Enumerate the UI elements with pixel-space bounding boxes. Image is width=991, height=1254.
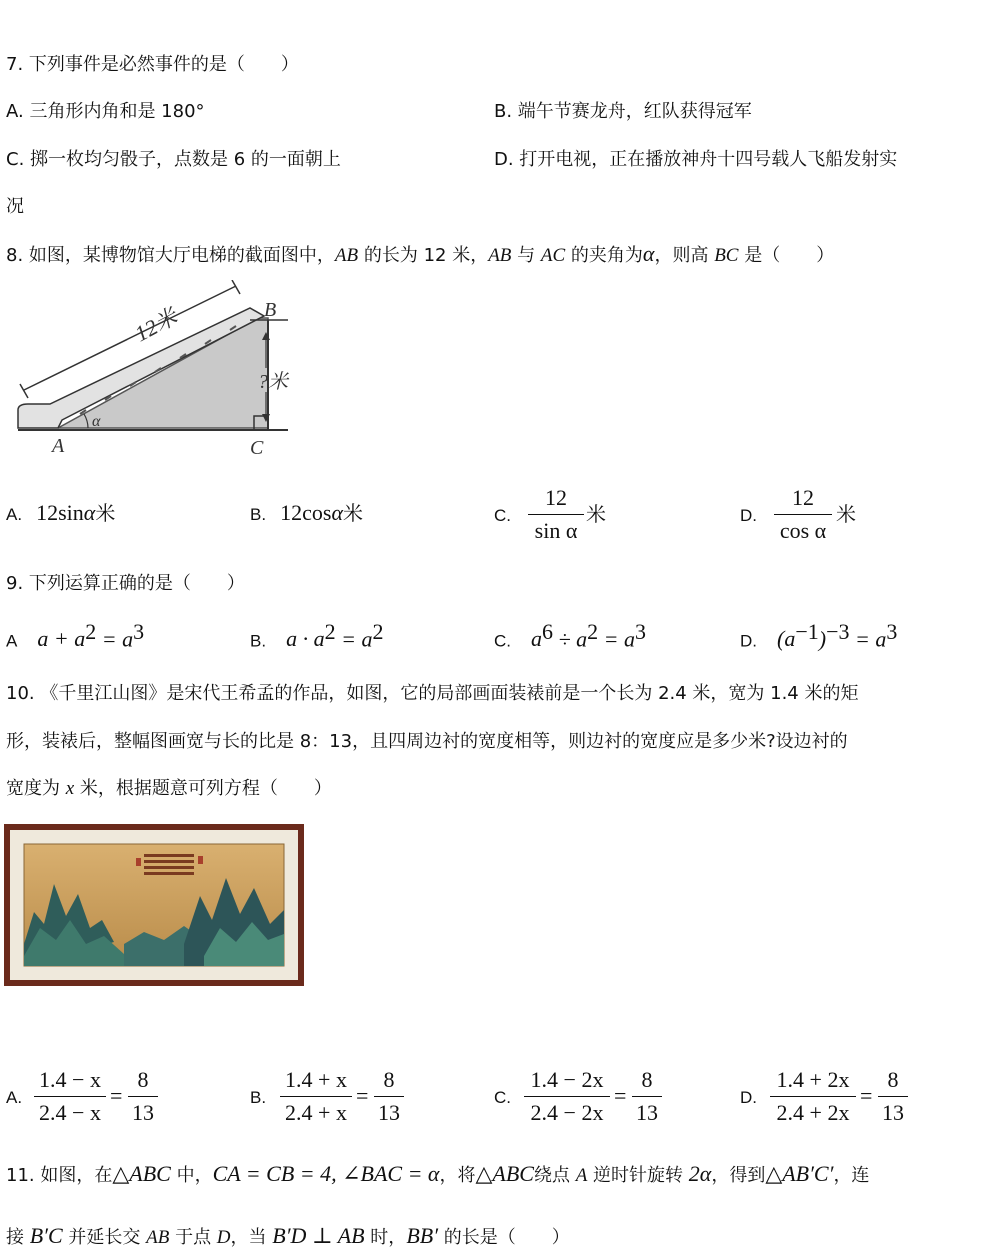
- q9-option-c: C. $a^6 \div a^2 = a^3$: [494, 619, 646, 652]
- q10-stem-line1: 10. 《千里江山图》是宋代王希孟的作品，如图，它的局部画面装裱前是一个长为 2.4 米，宽为 1.4 米的矩: [6, 683, 859, 704]
- painting-figure: [4, 824, 304, 986]
- q11-stem-line2: 接 B′C 并延长交 AB 于点 D，当 B′D ⊥ AB 时，BB′ 的长是（ ）: [6, 1223, 570, 1248]
- q10-stem-line3: 宽度为 x 米，根据题意可列方程（ ）: [6, 778, 332, 799]
- q10-stem-line2: 形，装裱后，整幅图画宽与长的比是 8：13，且四周边衬的宽度相等，则边衬的宽度应是多少米?设边衬的: [6, 731, 848, 752]
- q10-option-d-left: 1.4 + 2x 2.4 + 2x: [770, 1066, 856, 1127]
- point-a-label: A: [52, 435, 65, 457]
- q8-option-c-unit: 米: [586, 502, 606, 526]
- point-b-label: B: [264, 299, 277, 321]
- q10-option-a-left: 1.4 − x 2.4 − x: [34, 1066, 106, 1127]
- q8-option-a: A. 12sinα米: [6, 500, 116, 525]
- q11-stem-line1: 11. 如图，在△ABC 中，CA = CB = 4, ∠BAC = α，将△ABC绕点 A 逆时针旋转 2α，得到△AB′C′，连: [6, 1161, 870, 1186]
- point-c-label: C: [250, 437, 264, 459]
- q9-option-a: A $a + a^2 = a^3$: [6, 619, 145, 652]
- q8-option-d-fraction: 12 cos α: [774, 484, 832, 545]
- q10-option-c-eq: =: [614, 1083, 627, 1108]
- q10-option-b-label: B.: [250, 1088, 267, 1107]
- q10-option-b-left: 1.4 + x 2.4 + x: [280, 1066, 352, 1127]
- q7-option-d-cont: 况: [6, 196, 24, 217]
- q7-stem: 7. 下列事件是必然事件的是（ ）: [6, 54, 299, 75]
- q9-option-b: B. $a \cdot a^2 = a^2$: [250, 619, 384, 652]
- q7-option-d: D. 打开电视，正在播放神舟十四号载人飞船发射实: [494, 149, 898, 170]
- q10-option-d-label: D.: [740, 1088, 757, 1107]
- q7-option-a: A. 三角形内角和是 180°: [6, 101, 205, 122]
- q7-option-c: C. 掷一枚均匀骰子，点数是 6 的一面朝上: [6, 149, 341, 170]
- q8-option-c-fraction: 12 sin α: [528, 484, 584, 545]
- q7-option-b: B. 端午节赛龙舟，红队获得冠军: [494, 101, 752, 122]
- q8-stem: 8. 如图，某博物馆大厅电梯的截面图中，AB 的长为 12 米，AB 与 AC 的夹角为α，则高 BC 是（ ）: [6, 241, 835, 266]
- q8-option-d-unit: 米: [836, 502, 856, 526]
- q8-option-b: B. 12cosα米: [250, 500, 363, 525]
- escalator-diagram: [10, 280, 300, 465]
- q10-option-d-eq: =: [860, 1083, 873, 1108]
- q10-option-c-label: C.: [494, 1088, 511, 1107]
- q9-stem: 9. 下列运算正确的是（ ）: [6, 573, 245, 594]
- q10-option-a-right: 8 13: [128, 1066, 158, 1127]
- q10-option-b-eq: =: [356, 1083, 369, 1108]
- q8-option-d-label: D.: [740, 506, 757, 525]
- q10-option-c-left: 1.4 − 2x 2.4 − 2x: [524, 1066, 610, 1127]
- q10-option-b-right: 8 13: [374, 1066, 404, 1127]
- angle-label: α: [92, 413, 101, 430]
- q9-option-d: D. $(a^{-1})^{-3} = a^3$: [740, 619, 898, 652]
- q10-option-c-right: 8 13: [632, 1066, 662, 1127]
- height-label: ?米: [258, 371, 288, 393]
- q10-option-a-label: A.: [6, 1088, 23, 1107]
- q10-option-a-eq: =: [110, 1083, 123, 1108]
- q8-option-c-label: C.: [494, 506, 511, 525]
- length-label: 12米: [130, 303, 182, 347]
- q10-option-d-right: 8 13: [878, 1066, 908, 1127]
